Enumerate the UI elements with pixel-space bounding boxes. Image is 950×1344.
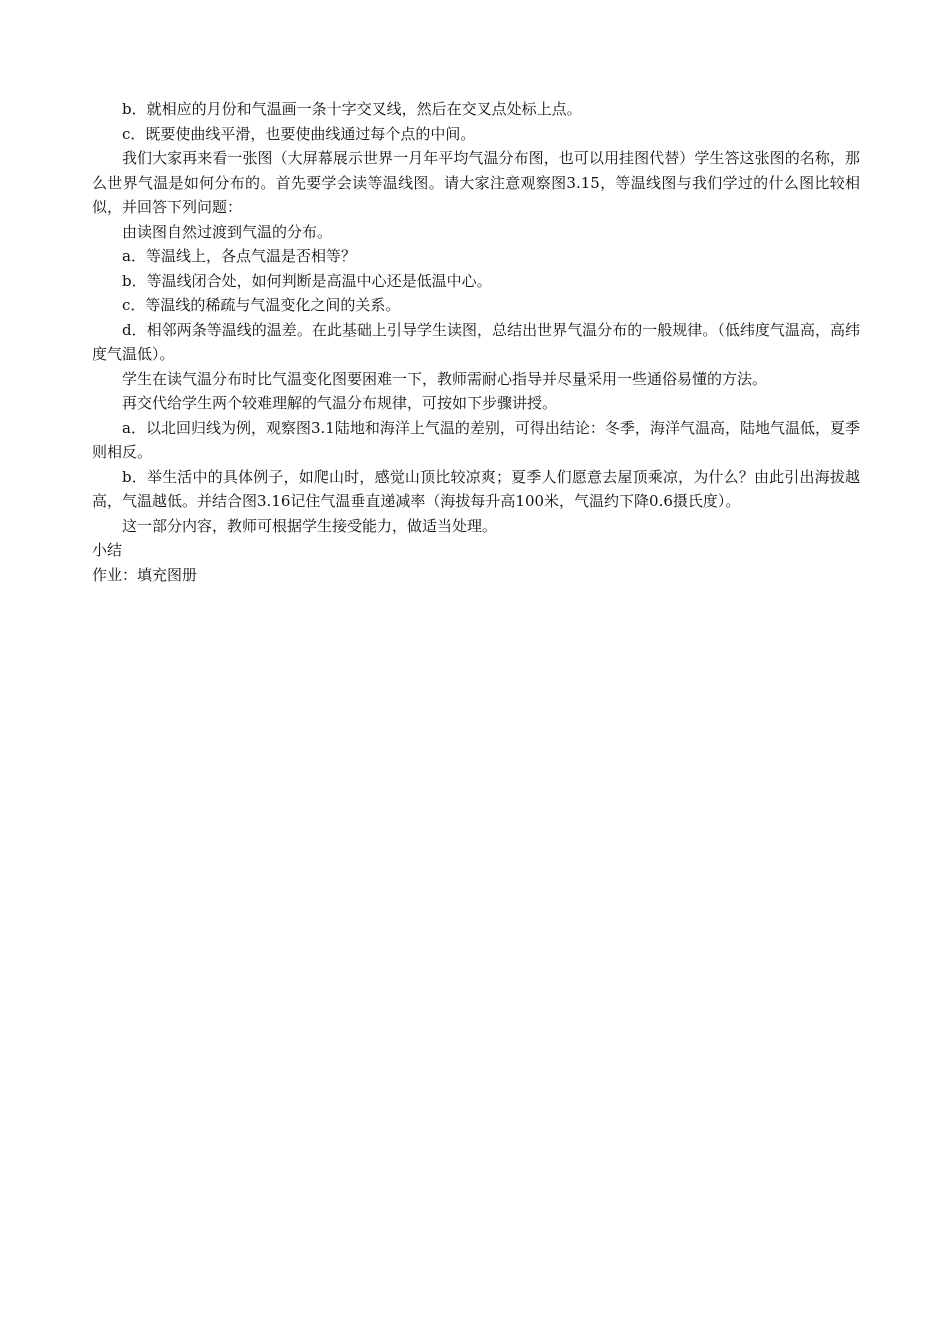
question-b: b．等温线闭合处，如何判断是高温中心还是低温中心。 (122, 271, 492, 290)
question-c: c．等温线的稀疏与气温变化之间的关系。 (122, 296, 401, 314)
rule-a-land-ocean: a．以北回归线为例，观察图3.1陆地和海洋上气温的差别，可得出结论：冬季，海洋气温高，陆地气温低，夏季则相反。 (92, 418, 860, 461)
paragraph-teacher-note: 这一部分内容，教师可根据学生接受能力，做适当处理。 (122, 516, 498, 535)
paragraph-c-smooth-curve: c．既要使曲线平滑，也要使曲线通过每个点的中间。 (122, 124, 476, 143)
rule-b-altitude: b．举生活中的具体例子，如爬山时，感觉山顶比较凉爽；夏季人们愿意去屋顶乘凉，为什么？由此引出海拔越高，气温越低。并结合图3.16记住气温垂直递减率（海拔每升高100米，气温约下降0.6摄氏度）。 (92, 467, 860, 510)
document-body (92, 97, 860, 587)
question-d: d．相邻两条等温线的温差。在此基础上引导学生读图，总结出世界气温分布的一般规律。（低纬度气温高，高纬度气温低）。 (92, 320, 860, 363)
question-a: a．等温线上，各点气温是否相等？ (122, 247, 356, 265)
paragraph-two-rules: 再交代给学生两个较难理解的气温分布规律，可按如下步骤讲授。 (122, 394, 558, 412)
paragraph-transition: 由读图自然过渡到气温的分布。 (122, 222, 333, 241)
section-summary: 小结 (92, 541, 123, 559)
paragraph-difficulty-note: 学生在读气温分布时比气温变化图要困难一下，教师需耐心指导并尽量采用一些通俗易懂的方法。 (122, 369, 768, 388)
paragraph-b-plot-point: b．就相应的月份和气温画一条十字交叉线，然后在交叉点处标上点。 (122, 100, 582, 118)
paragraph-world-temperature-map: 我们大家再来看一张图（大屏幕展示世界一月年平均气温分布图，也可以用挂图代替）学生答这张图的名称，那么世界气温是如何分布的。首先要学会读等温线图。请大家注意观察图3.15，等温线图与我们学过的什么图比较相似，并回答下列问题： (92, 149, 860, 216)
section-homework: 作业：填充图册 (92, 565, 198, 584)
